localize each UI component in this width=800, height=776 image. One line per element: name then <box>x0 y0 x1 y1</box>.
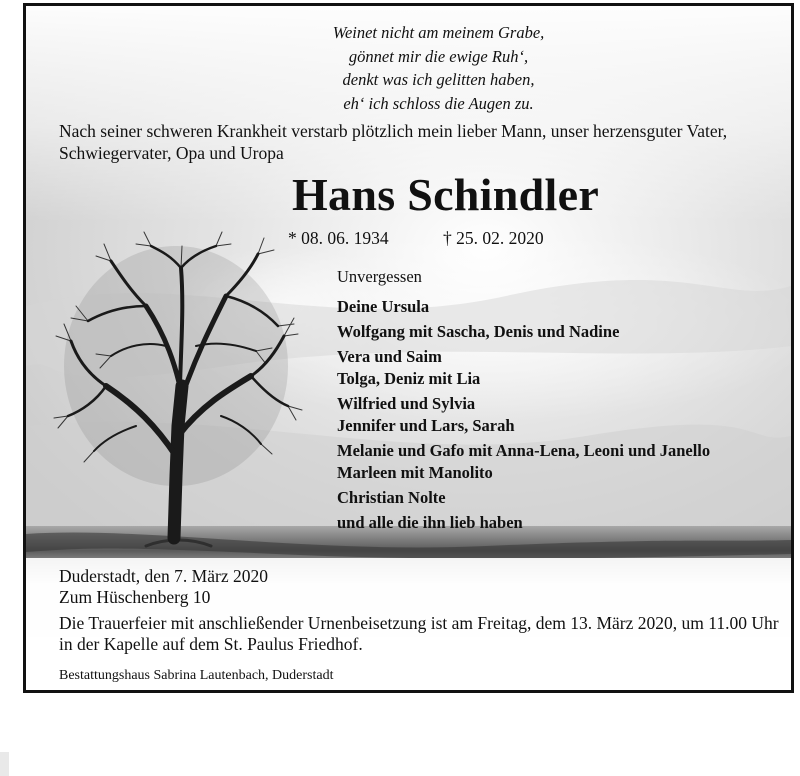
mourner-line: Melanie und Gafo mit Anna-Lena, Leoni und Janello <box>337 441 711 460</box>
mourner-group <box>337 512 710 534</box>
poem-line: denkt was ich gelitten haben, <box>342 70 535 89</box>
mourner-line: Wolfgang mit Sascha, Denis und Nadine <box>337 322 620 341</box>
poem-line: gönnet mir die ewige Ruh‘, <box>348 46 529 66</box>
funeral-ceremony-info: Die Trauerfeier mit anschließender Urnenbeisetzung ist am Freitag, dem 13. März 2020, um 11.00 Uhr in der Kapelle auf dem St. Paulus Friedhof. <box>59 613 779 654</box>
mourner-group <box>337 296 710 318</box>
mourners-list <box>337 266 710 537</box>
mourner-line: und alle die ihn lieb haben <box>337 513 523 532</box>
place-date: Duderstadt, den 7. März 2020 <box>59 566 268 586</box>
memorial-poem <box>26 21 791 115</box>
poem-line: eh‘ ich schloss die Augen zu. <box>343 93 534 113</box>
mourner-line: Tolga, Deniz mit Lia <box>337 369 481 388</box>
mourner-group <box>337 321 710 343</box>
mourner-line: Jennifer und Lars, Sarah <box>337 416 515 435</box>
poem-line: Weinet nicht am meinem Grabe, <box>332 23 545 42</box>
mourners-lead: Unvergessen <box>337 267 422 286</box>
mourner-line: Wilfried und Sylvia <box>337 394 476 413</box>
mourner-group <box>337 487 710 509</box>
obituary-notice <box>23 3 794 693</box>
mourner-line: Christian Nolte <box>337 488 446 507</box>
address: Zum Hüschenberg 10 <box>59 587 211 607</box>
deceased-name <box>26 168 791 221</box>
funeral-home: Bestattungshaus Sabrina Lautenbach, Duderstadt <box>59 668 334 683</box>
deceased-name-text: Hans Schindler <box>291 169 600 220</box>
mourner-group <box>337 440 710 484</box>
page-edge-marker <box>0 752 9 776</box>
death-date: † 25. 02. 2020 <box>443 228 544 248</box>
mourner-line: Vera und Saim <box>337 347 442 366</box>
mourner-group <box>337 346 710 390</box>
birth-date: * 08. 06. 1934 <box>288 228 389 248</box>
mourner-line: Marleen mit Manolito <box>337 463 493 482</box>
mourner-line: Deine Ursula <box>337 297 430 316</box>
mourner-group <box>337 393 710 437</box>
place-and-address <box>59 566 268 608</box>
death-announcement-text: Nach seiner schweren Krankheit verstarb plötzlich mein lieber Mann, unser herzensguter Vater, Schwiegervater, Opa und Uropa <box>59 121 728 163</box>
